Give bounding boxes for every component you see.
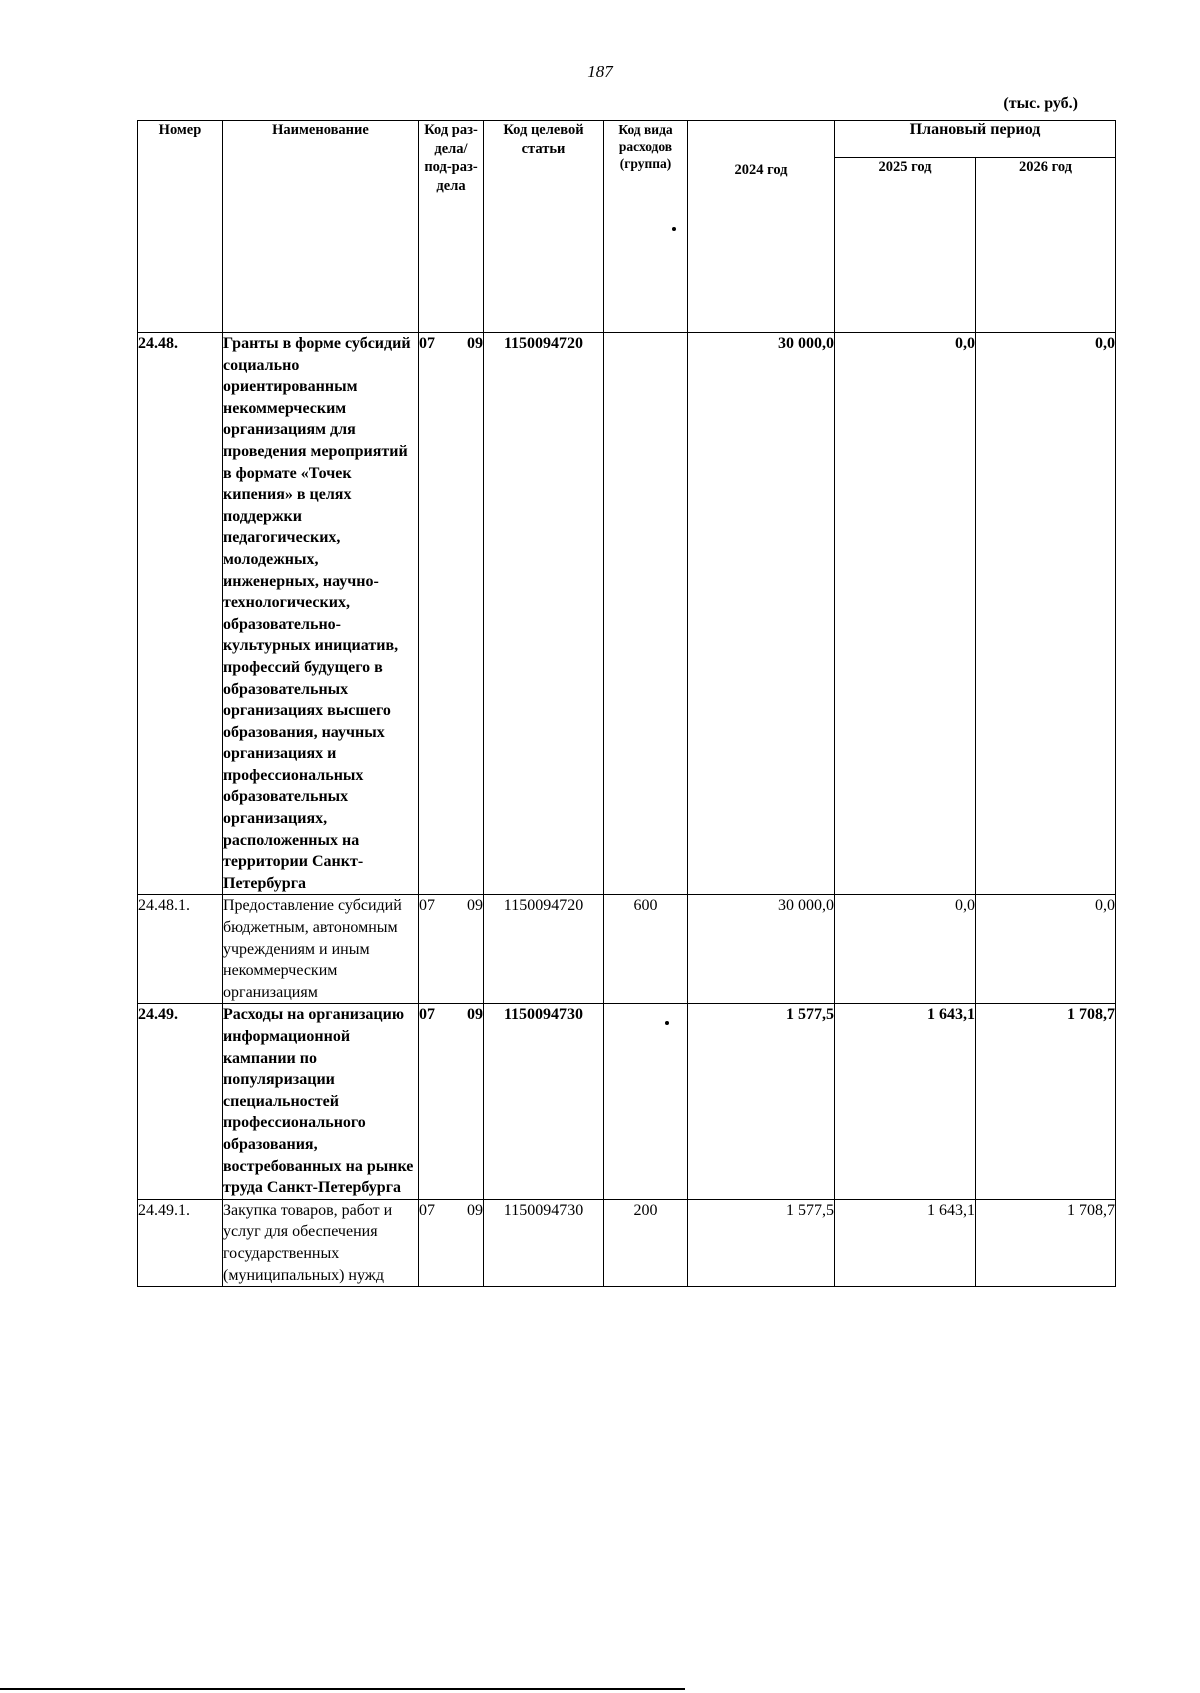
section-code: 07 — [419, 335, 435, 352]
scan-edge-line — [0, 1688, 685, 1690]
table-row — [138, 1199, 1116, 1286]
row-2026: 1 708,7 — [976, 1199, 1116, 1286]
page-number: 187 — [587, 62, 613, 81]
row-2026: 0,0 — [976, 333, 1116, 895]
row-name: Закупка товаров, работ и услуг для обеспечения государственных (муниципальных) нужд — [223, 1199, 419, 1286]
row-target: 1150094730 — [484, 1004, 604, 1199]
row-number: 24.48. — [138, 333, 223, 895]
header-target: Код целевой статьи — [484, 121, 604, 333]
section-code: 07 — [419, 1006, 435, 1024]
table-row — [138, 333, 1116, 895]
row-2026: 1 708,7 — [976, 1004, 1116, 1199]
row-section — [419, 1199, 484, 1286]
row-kind: 200 — [604, 1199, 688, 1286]
units-label: (тыс. руб.) — [1003, 95, 1078, 112]
row-name: Предоставление субсидий бюджетным, автономным учреждениям и иным некоммерческим организациям — [223, 895, 419, 1004]
header-number: Номер — [138, 121, 223, 333]
header-2025: 2025 год — [835, 158, 976, 333]
row-target: 1150094720 — [484, 895, 604, 1004]
subsection-code: 09 — [467, 1006, 483, 1024]
row-2025: 0,0 — [835, 333, 976, 895]
subsection-code: 09 — [467, 1201, 483, 1219]
row-kind — [604, 1004, 688, 1199]
header-kind: Код вида расходов (группа) — [604, 121, 688, 333]
table-row — [138, 895, 1116, 1004]
row-number: 24.49.1. — [138, 1199, 223, 1286]
subsection-code: 09 — [467, 897, 483, 915]
budget-table — [137, 120, 1116, 1287]
section-code: 07 — [419, 897, 435, 915]
scan-speck — [665, 1021, 669, 1025]
row-kind: 600 — [604, 895, 688, 1004]
row-section — [419, 1004, 484, 1199]
row-2024: 30 000,0 — [688, 895, 835, 1004]
row-2024: 30 000,0 — [688, 333, 835, 895]
row-section — [419, 333, 484, 895]
header-name: Наименование — [223, 121, 419, 333]
row-target: 1150094730 — [484, 1199, 604, 1286]
row-target: 1150094720 — [484, 333, 604, 895]
table-row — [138, 1004, 1116, 1199]
subsection-code: 09 — [467, 335, 483, 352]
row-2026: 0,0 — [976, 895, 1116, 1004]
row-name: Расходы на организацию информационной кампании по популяризации специальностей профессионального образования, востребованных на рынке труда Санкт-Петербурга — [223, 1004, 419, 1199]
header-planned-period: Плановый период — [835, 121, 1116, 158]
row-section — [419, 895, 484, 1004]
row-name: Гранты в форме субсидий социально ориентированным некоммерческим организациям для проведения мероприятий в формате «Точек кипения» в целях поддержки педагогических, молодежных, инженерных, научно-технологических, образовательно-культурных инициатив, профессий будущего в образовательных организациях высшего образования, научных организациях и профессиональных образовательных организациях, расположенных на территории Санкт-Петербурга — [223, 333, 419, 895]
row-kind — [604, 333, 688, 895]
row-2025: 0,0 — [835, 895, 976, 1004]
section-code: 07 — [419, 1201, 435, 1219]
row-2025: 1 643,1 — [835, 1004, 976, 1199]
row-number: 24.48.1. — [138, 895, 223, 1004]
header-2026: 2026 год — [976, 158, 1116, 333]
header-section: Код раз-дела/ под-раз-дела — [419, 121, 484, 333]
row-2024: 1 577,5 — [688, 1004, 835, 1199]
header-2024: 2024 год — [688, 121, 835, 333]
row-2025: 1 643,1 — [835, 1199, 976, 1286]
row-2024: 1 577,5 — [688, 1199, 835, 1286]
row-number: 24.49. — [138, 1004, 223, 1199]
scan-speck — [672, 227, 676, 231]
